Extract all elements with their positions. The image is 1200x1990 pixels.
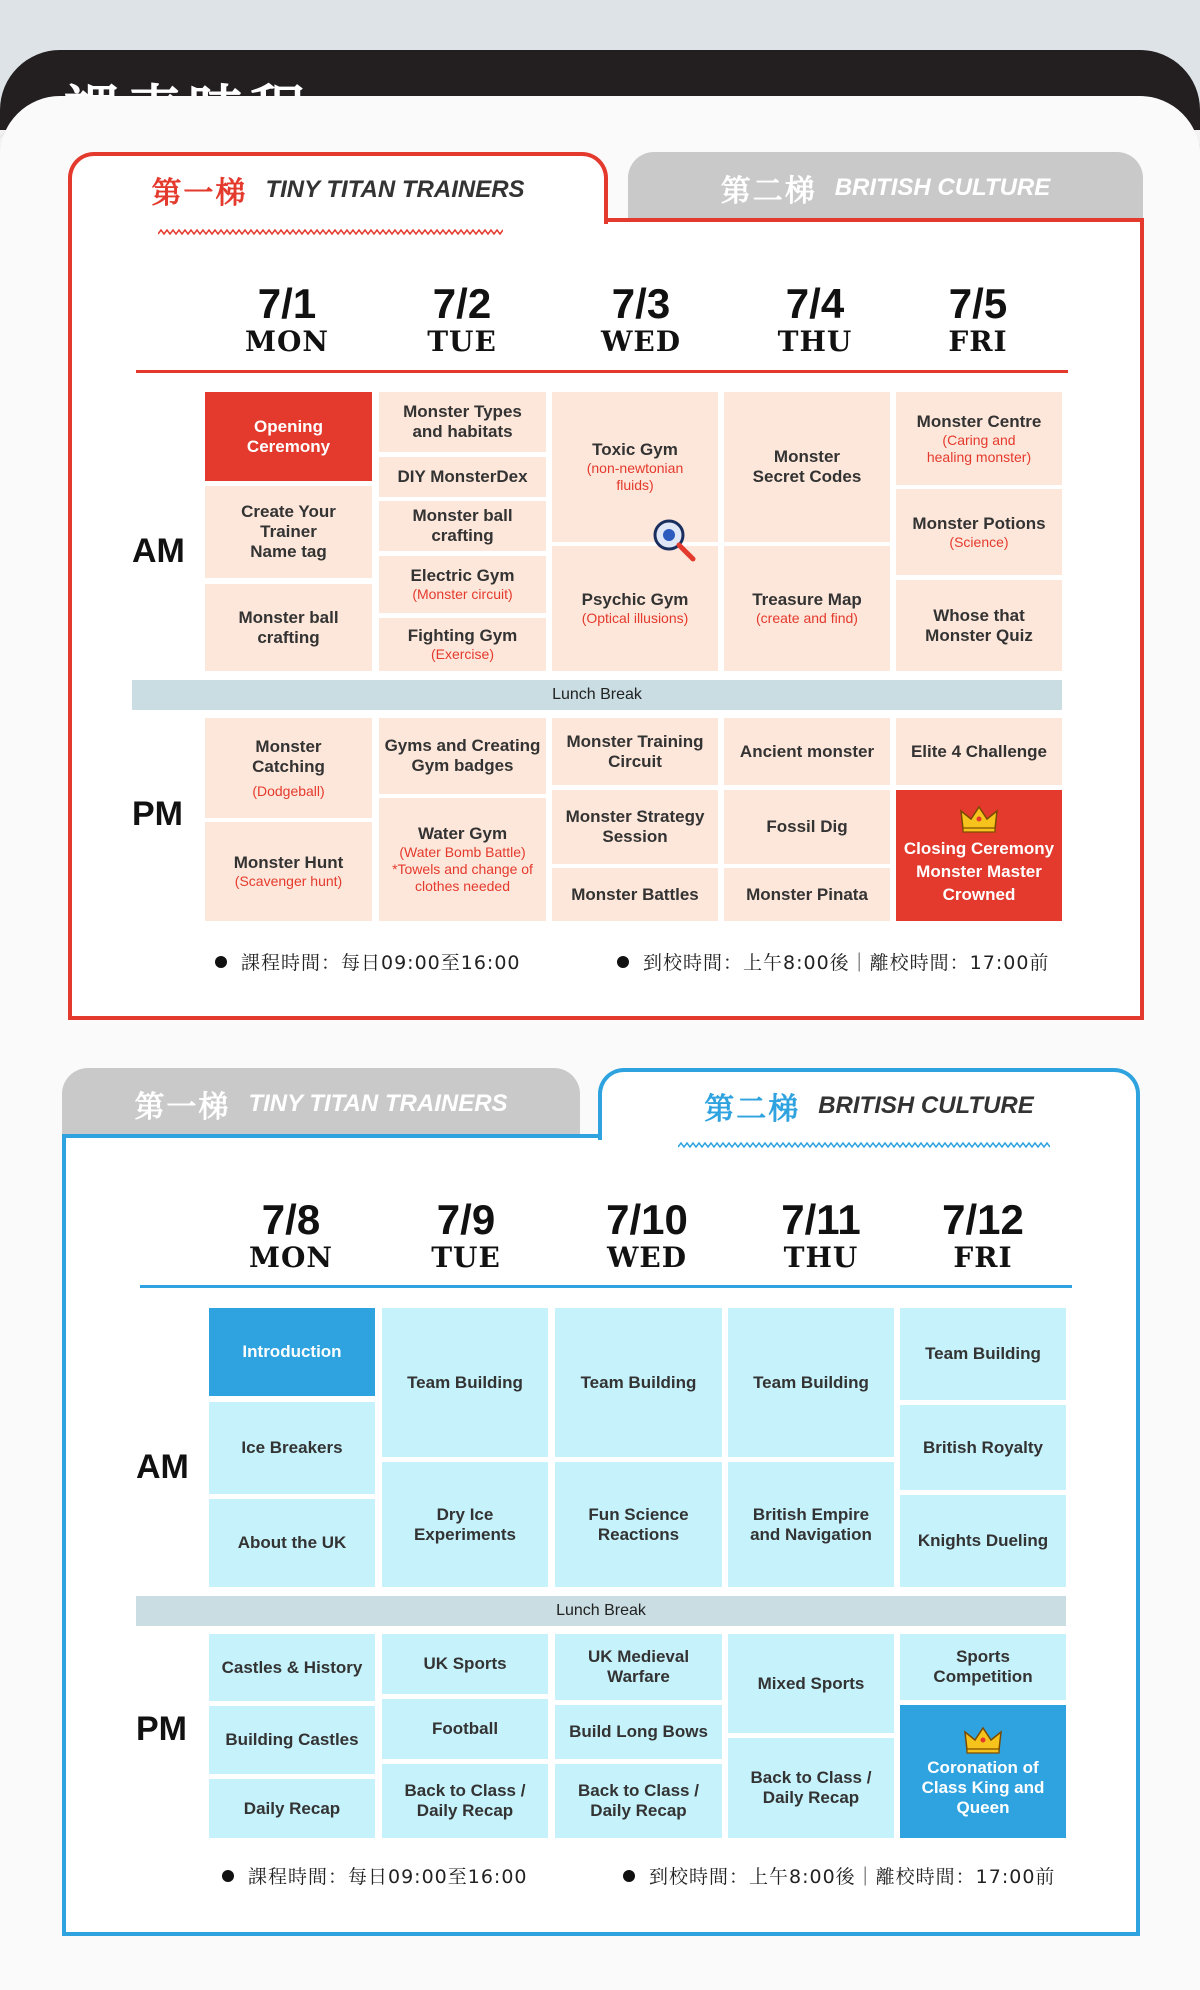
cell-castles-history	[209, 1634, 375, 1701]
day-date: 7/4	[785, 280, 845, 327]
cell-title: Monster Potions	[912, 513, 1046, 533]
cell-title: Create Your Trainer Name tag	[241, 502, 336, 561]
cell-title: Gyms and Creating Gym badges	[384, 736, 541, 775]
cell-building-castles	[209, 1706, 375, 1774]
pm-label: PM	[132, 795, 183, 833]
cell-title: British Empire and Navigation	[750, 1504, 872, 1544]
tab-week1-en: TINY TITAN TRAINERS	[265, 176, 525, 203]
cell-title: Whose that Monster Quiz	[925, 605, 1033, 645]
magnifier-icon	[651, 517, 699, 565]
cell-title: Ice Breakers	[241, 1438, 343, 1457]
tab-week1-inactive[interactable]	[62, 1068, 580, 1140]
cell-ice-breakers	[209, 1402, 375, 1494]
cell-title: Electric Gym	[410, 566, 515, 585]
cell-title: Monster Strategy Session	[565, 807, 705, 846]
schedule-note-arrival-time	[623, 1862, 1055, 1889]
lunch-break-bar: Lunch Break	[136, 1596, 1066, 1626]
day-date: 7/9	[436, 1196, 496, 1243]
tab-week1-en: TINY TITAN TRAINERS	[248, 1090, 508, 1117]
cell-title: Monster Training Circuit	[566, 731, 704, 771]
cell-sports-competition	[900, 1634, 1066, 1700]
cell-back-to-class-tue	[382, 1764, 548, 1838]
cell-title: Coronation of Class King and Queen	[921, 1757, 1045, 1817]
cell-team-building-tue	[382, 1308, 548, 1457]
schedule-note-class-time	[222, 1862, 528, 1889]
cell-title: Dry Ice Experiments	[413, 1504, 517, 1544]
cell-football	[382, 1699, 548, 1759]
cell-subtitle: (non-newtonian fluids)	[586, 460, 684, 493]
day-name: WED	[600, 325, 682, 358]
day-date: 7/10	[606, 1196, 688, 1243]
panel-top-border-left	[62, 1134, 602, 1138]
cell-title: Monster Battles	[571, 884, 699, 904]
day-name: MON	[249, 1241, 333, 1274]
cell-title: Elite 4 Challenge	[910, 741, 1048, 761]
cell-closing-ceremony	[896, 790, 1062, 921]
cell-monster-catching	[205, 718, 372, 818]
day-header-mon	[216, 1198, 366, 1274]
cell-daily-recap	[209, 1779, 375, 1838]
cell-monster-hunt	[205, 822, 372, 921]
cell-monster-quiz	[896, 580, 1062, 671]
cell-title: UK Medieval Warfare	[587, 1647, 690, 1686]
cell-subtitle: (Caring and healing monster)	[926, 431, 1032, 465]
cell-subtitle: (Optical illusions)	[581, 610, 689, 626]
cell-title: Team Building	[580, 1372, 697, 1392]
cell-monster-ball-crafting	[205, 584, 372, 671]
cell-title: Monster Types and habitats	[403, 402, 522, 441]
tab-week2-en: BRITISH CULTURE	[818, 1092, 1034, 1119]
crown-icon	[964, 1726, 1002, 1754]
day-name: TUE	[431, 1241, 501, 1274]
cell-title: Fossil Dig	[766, 817, 848, 836]
panel-top-border-right	[604, 218, 1144, 222]
cell-title: Back to Class / Daily Recap	[404, 1781, 526, 1820]
cell-title: Closing Ceremony Monster Master Crowned	[903, 839, 1055, 904]
cell-subtitle: (Exercise)	[430, 646, 494, 662]
day-date: 7/12	[942, 1196, 1024, 1243]
day-header-wed	[572, 1198, 722, 1274]
cell-title: Introduction	[242, 1342, 342, 1361]
cell-title: Team Building	[407, 1372, 523, 1392]
cell-title: Back to Class / Daily Recap	[750, 1768, 872, 1807]
cell-title: Monster Pinata	[746, 884, 868, 904]
cell-subtitle: (Monster circuit)	[412, 586, 513, 602]
day-header-fri	[908, 1198, 1058, 1274]
cell-title: Psychic Gym	[581, 590, 689, 609]
tab-week2-cn: 第二梯	[704, 1092, 801, 1127]
cell-ancient-monster	[724, 718, 890, 785]
cell-title: UK Sports	[423, 1654, 507, 1673]
cell-monster-pinata	[724, 868, 890, 921]
day-name: FRI	[953, 1241, 1013, 1274]
day-date: 7/3	[611, 280, 671, 327]
tab-week2-cn: 第二梯	[720, 174, 817, 209]
tab-week2-active[interactable]	[598, 1068, 1140, 1140]
header-divider	[140, 1285, 1072, 1288]
cell-subtitle: (Water Bomb Battle) *Towels and change of clothes needed	[392, 844, 533, 894]
am-label: AM	[136, 1448, 189, 1486]
day-header-tue	[387, 282, 537, 358]
bullet-icon	[222, 1870, 234, 1882]
day-date: 7/11	[781, 1196, 861, 1243]
cell-title: Monster Centre	[916, 411, 1042, 431]
cell-monster-types	[379, 392, 546, 452]
bullet-icon	[617, 956, 629, 968]
bullet-icon	[215, 956, 227, 968]
cell-fun-science	[555, 1462, 722, 1587]
cell-title: Monster ball crafting	[412, 506, 513, 545]
cell-build-long-bows	[555, 1705, 722, 1759]
cell-elite-4-challenge	[896, 718, 1062, 785]
cell-electric-gym	[379, 556, 546, 613]
am-label: AM	[132, 532, 185, 570]
lunch-break-bar: Lunch Break	[132, 680, 1062, 710]
day-header-tue	[391, 1198, 541, 1274]
cell-back-to-class-wed	[555, 1764, 722, 1838]
cell-about-the-uk	[209, 1499, 375, 1587]
cell-title: Build Long Bows	[569, 1722, 708, 1741]
pm-label: PM	[136, 1710, 187, 1748]
cell-uk-medieval-warfare	[555, 1634, 722, 1700]
cell-title: Building Castles	[225, 1730, 359, 1749]
note-text: 到校時間：上午8:00後｜離校時間：17:00前	[649, 1866, 1056, 1888]
cell-team-building-fri	[900, 1308, 1066, 1400]
cell-title: Monster Catching	[252, 736, 325, 776]
cell-gyms-badges	[379, 718, 546, 794]
cell-fossil-dig	[724, 790, 890, 864]
cell-team-building-thu	[728, 1308, 894, 1457]
day-header-thu	[740, 282, 890, 358]
cell-british-empire	[728, 1462, 894, 1587]
cell-title: Castles & History	[221, 1657, 363, 1677]
schedule-note-class-time	[215, 948, 521, 975]
cell-dry-ice	[382, 1462, 548, 1587]
day-header-thu	[746, 1198, 896, 1274]
day-header-wed	[566, 282, 716, 358]
cell-monster-secret-codes	[724, 392, 890, 542]
cell-title: Monster Secret Codes	[752, 447, 862, 486]
cell-title: Ancient monster	[739, 741, 875, 761]
cell-title: Fighting Gym	[407, 626, 518, 645]
tab-underline-zigzag	[158, 228, 503, 236]
cell-opening-ceremony	[205, 392, 372, 481]
cell-monster-centre	[896, 392, 1062, 485]
cell-mixed-sports	[728, 1634, 894, 1733]
cell-subtitle: (create and find)	[756, 610, 858, 626]
day-date: 7/1	[257, 280, 317, 327]
cell-back-to-class-thu	[728, 1738, 894, 1838]
cell-british-royalty	[900, 1405, 1066, 1490]
day-header-mon	[212, 282, 362, 358]
day-date: 7/5	[948, 280, 1008, 327]
cell-title: Monster Hunt	[233, 853, 344, 872]
cell-title: Opening Ceremony	[246, 416, 331, 456]
day-name: MON	[245, 325, 329, 358]
cell-coronation	[900, 1705, 1066, 1838]
cell-title: Monster ball crafting	[238, 607, 339, 647]
day-name: FRI	[948, 325, 1008, 358]
note-text: 課程時間：每日09:00至16:00	[248, 1866, 528, 1888]
cell-team-building-wed	[555, 1308, 722, 1457]
cell-monster-ball-crafting-2	[379, 501, 546, 551]
cell-title: DIY MonsterDex	[397, 467, 528, 486]
cell-create-trainer-tag	[205, 486, 372, 578]
cell-fighting-gym	[379, 618, 546, 671]
cell-monster-battles	[552, 868, 718, 921]
tab-week2-inactive[interactable]	[628, 152, 1143, 224]
cell-title: Sports Competition	[933, 1647, 1033, 1686]
header-divider	[136, 370, 1068, 373]
cell-subtitle: (Scavenger hunt)	[234, 873, 343, 889]
cell-title: Toxic Gym	[592, 440, 678, 459]
schedule-note-arrival-time	[617, 948, 1049, 975]
day-name: THU	[783, 1241, 859, 1274]
cell-title: Back to Class / Daily Recap	[578, 1781, 699, 1820]
day-date: 7/2	[432, 280, 492, 327]
tab-underline-zigzag	[678, 1141, 1050, 1149]
cell-introduction	[209, 1308, 375, 1396]
cell-uk-sports	[382, 1634, 548, 1694]
cell-title: Team Building	[925, 1344, 1041, 1363]
cell-title: Daily Recap	[243, 1798, 341, 1818]
tab-week2-en: BRITISH CULTURE	[834, 174, 1051, 201]
cell-title: Water Gym	[417, 824, 508, 843]
cell-monster-training-circuit	[552, 718, 718, 785]
tab-week1-active[interactable]	[68, 152, 608, 224]
cell-treasure-map	[724, 546, 890, 671]
bullet-icon	[623, 1870, 635, 1882]
day-name: THU	[777, 325, 853, 358]
cell-title: Football	[431, 1719, 499, 1738]
cell-diy-monsterdex	[379, 457, 546, 497]
tab-week1-cn: 第一梯	[134, 1090, 231, 1125]
note-text: 課程時間：每日09:00至16:00	[241, 952, 521, 974]
crown-icon	[960, 805, 998, 833]
cell-knights-dueling	[900, 1495, 1066, 1587]
cell-title: British Royalty	[923, 1437, 1043, 1457]
tab-week1-cn: 第一梯	[151, 176, 248, 211]
cell-subtitle: (Dodgeball)	[252, 782, 325, 799]
cell-title: Treasure Map	[752, 590, 862, 609]
cell-monster-potions	[896, 489, 1062, 575]
cell-water-gym	[379, 798, 546, 921]
cell-subtitle: (Science)	[949, 533, 1009, 550]
day-name: TUE	[427, 325, 497, 358]
cell-title: About the UK	[237, 1533, 347, 1552]
cell-title: Mixed Sports	[757, 1673, 865, 1693]
day-header-fri	[903, 282, 1053, 358]
cell-title: Knights Dueling	[917, 1531, 1049, 1550]
cell-title: Fun Science Reactions	[588, 1504, 689, 1544]
cell-title: Team Building	[753, 1372, 869, 1392]
note-text: 到校時間：上午8:00後｜離校時間：17:00前	[643, 952, 1050, 974]
day-date: 7/8	[261, 1196, 321, 1243]
day-name: WED	[606, 1241, 688, 1274]
cell-monster-strategy	[552, 790, 718, 864]
